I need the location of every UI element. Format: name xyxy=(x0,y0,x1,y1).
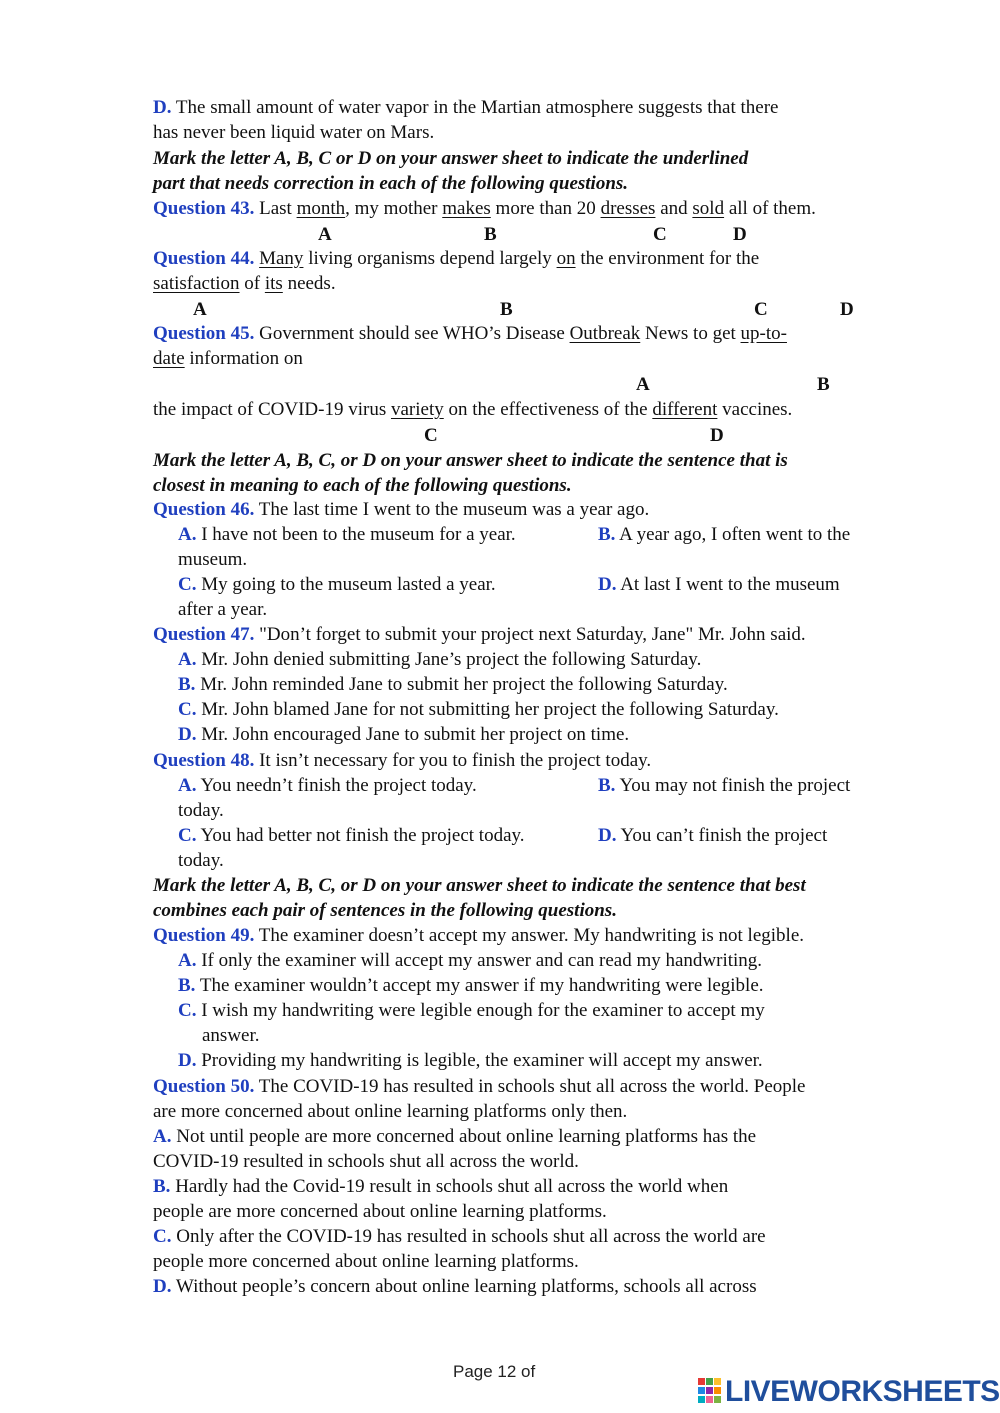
question-44: Question 44. Many living organisms depend largely on the environment for the xyxy=(153,248,760,269)
option-letter: D. xyxy=(178,724,197,745)
marker-a: A xyxy=(193,299,207,320)
liveworksheets-logo[interactable] xyxy=(698,1374,1000,1410)
question-label: Question 44. xyxy=(153,248,255,269)
question-50-cont: are more concerned about online learning platforms only then. xyxy=(153,1101,628,1122)
underlined-part: Outbreak xyxy=(569,323,641,344)
option-letter: B. xyxy=(598,524,616,545)
underlined-part: sold xyxy=(692,198,725,219)
underlined-part: makes xyxy=(442,198,491,219)
option-text: museum. xyxy=(178,549,248,570)
question-label: Question 48. xyxy=(153,750,255,771)
underlined-part: date xyxy=(153,348,185,369)
option-row: A. You needn’t finish the project today. xyxy=(178,775,477,796)
page-number: Page 12 of xyxy=(453,1362,536,1381)
question-label: Question 49. xyxy=(153,925,255,946)
option-letter: C. xyxy=(178,574,197,595)
option-text: The small amount of water vapor in the Martian atmosphere suggests that there xyxy=(175,97,779,118)
option-row: C. Only after the COVID-19 has resulted in schools shut all across the world are xyxy=(153,1226,766,1247)
option-row: C. I wish my handwriting were legible enough for the examiner to accept my xyxy=(178,1000,765,1021)
marker-d: D xyxy=(710,425,724,446)
question-48: Question 48. It isn’t necessary for you to finish the project today. xyxy=(153,750,652,771)
question-44-cont: satisfaction of its needs. xyxy=(153,273,336,294)
question-45-cont: the impact of COVID-19 virus variety on the effectiveness of the different vaccines. xyxy=(153,399,793,420)
option-letter: A. xyxy=(153,1126,172,1147)
marker-b: B xyxy=(817,374,830,395)
instruction: closest in meaning to each of the following questions. xyxy=(153,475,572,496)
question-label: Question 46. xyxy=(153,499,255,520)
question-43: Question 43. Last month, my mother makes more than 20 dresses and sold all of them. xyxy=(153,198,816,219)
option-letter: C. xyxy=(178,825,197,846)
instruction: Mark the letter A, B, C, or D on your answer sheet to indicate the sentence that is xyxy=(153,450,788,471)
underlined-part: its xyxy=(264,273,283,294)
option-row: D. You can’t finish the project xyxy=(598,825,828,846)
marker-d: D xyxy=(733,224,747,245)
question-45: Question 45. Government should see WHO’s Disease Outbreak News to get up-to- xyxy=(153,323,787,344)
underlined-part: variety xyxy=(390,399,444,420)
option-letter: D. xyxy=(153,1276,172,1297)
option-letter: D. xyxy=(153,97,172,118)
logo-text: LIVEWORKSHEETS xyxy=(725,1375,1000,1408)
option-row: C. You had better not finish the project today. xyxy=(178,825,525,846)
option-letter: A. xyxy=(178,524,197,545)
option-row: D. Providing my handwriting is legible, the examiner will accept my answer. xyxy=(178,1050,763,1071)
marker-c: C xyxy=(653,224,667,245)
option-row: A. Not until people are more concerned about online learning platforms has the xyxy=(153,1126,757,1147)
instruction: part that needs correction in each of the following questions. xyxy=(153,173,629,194)
option-row: B. Hardly had the Covid-19 result in schools shut all across the world when xyxy=(153,1176,729,1197)
option-text: people are more concerned about online learning platforms. xyxy=(153,1201,607,1222)
marker-b: B xyxy=(484,224,497,245)
option-text: has never been liquid water on Mars. xyxy=(153,122,435,143)
option-letter: B. xyxy=(178,674,196,695)
option-letter: D. xyxy=(598,825,617,846)
option-letter: B. xyxy=(598,775,616,796)
option-row: C. My going to the museum lasted a year. xyxy=(178,574,496,595)
option-letter: D. xyxy=(598,574,617,595)
option-letter: B. xyxy=(178,975,196,996)
question-label: Question 43. xyxy=(153,198,255,219)
option-letter: C. xyxy=(178,1000,197,1021)
option-row: A. Mr. John denied submitting Jane’s project the following Saturday. xyxy=(178,649,702,670)
option-row: D. Without people’s concern about online learning platforms, schools all across xyxy=(153,1276,757,1297)
marker-d: D xyxy=(840,299,854,320)
question-49: Question 49. The examiner doesn’t accept my answer. My handwriting is not legible. xyxy=(153,925,805,946)
option-row: B. Mr. John reminded Jane to submit her project the following Saturday. xyxy=(178,674,728,695)
option-row: B. You may not finish the project xyxy=(598,775,851,796)
underlined-part: up-to- xyxy=(740,323,787,344)
option-letter: D. xyxy=(178,1050,197,1071)
option-text: today. xyxy=(178,850,224,871)
liveworksheets-icon xyxy=(698,1378,722,1404)
option-letter: A. xyxy=(178,950,197,971)
option-letter: A. xyxy=(178,649,197,670)
option-text: answer. xyxy=(202,1025,260,1046)
question-label: Question 50. xyxy=(153,1076,255,1097)
option-row: C. Mr. John blamed Jane for not submitting her project the following Saturday. xyxy=(178,699,779,720)
question-45-cont: date information on xyxy=(153,348,303,369)
instruction: Mark the letter A, B, C or D on your answer sheet to indicate the underlined xyxy=(153,148,749,169)
instruction: Mark the letter A, B, C, or D on your answer sheet to indicate the sentence that best xyxy=(153,875,806,896)
option-row: B. A year ago, I often went to the xyxy=(598,524,851,545)
marker-a: A xyxy=(318,224,332,245)
option-text: after a year. xyxy=(178,599,268,620)
underlined-part: on xyxy=(556,248,576,269)
option-letter: A. xyxy=(178,775,197,796)
option-text: today. xyxy=(178,800,224,821)
option-row: A. I have not been to the museum for a year. xyxy=(178,524,516,545)
marker-c: C xyxy=(754,299,768,320)
marker-a: A xyxy=(636,374,650,395)
instruction: combines each pair of sentences in the following questions. xyxy=(153,900,617,921)
marker-c: C xyxy=(424,425,438,446)
option-row: D. Mr. John encouraged Jane to submit her project on time. xyxy=(178,724,630,745)
option-text: people more concerned about online learning platforms. xyxy=(153,1251,579,1272)
option-row: B. The examiner wouldn’t accept my answer if my handwriting were legible. xyxy=(178,975,764,996)
option-text: COVID-19 resulted in schools shut all across the world. xyxy=(153,1151,579,1172)
underlined-part: satisfaction xyxy=(153,273,240,294)
underlined-part: month xyxy=(296,198,346,219)
option-letter: C. xyxy=(178,699,197,720)
underlined-part: different xyxy=(652,399,718,420)
question-46: Question 46. The last time I went to the museum was a year ago. xyxy=(153,499,650,520)
question-label: Question 45. xyxy=(153,323,255,344)
question-50: Question 50. The COVID-19 has resulted in schools shut all across the world. People xyxy=(153,1076,806,1097)
question-47: Question 47. "Don’t forget to submit your project next Saturday, Jane" Mr. John said. xyxy=(153,624,806,645)
option-row: A. If only the examiner will accept my answer and can read my handwriting. xyxy=(178,950,763,971)
option-letter: C. xyxy=(153,1226,172,1247)
question-label: Question 47. xyxy=(153,624,255,645)
underlined-part: Many xyxy=(259,248,304,269)
marker-b: B xyxy=(500,299,513,320)
option-letter: B. xyxy=(153,1176,171,1197)
underlined-part: dresses xyxy=(600,198,656,219)
option-line xyxy=(153,95,778,120)
option-row: D. At last I went to the museum xyxy=(598,574,840,595)
